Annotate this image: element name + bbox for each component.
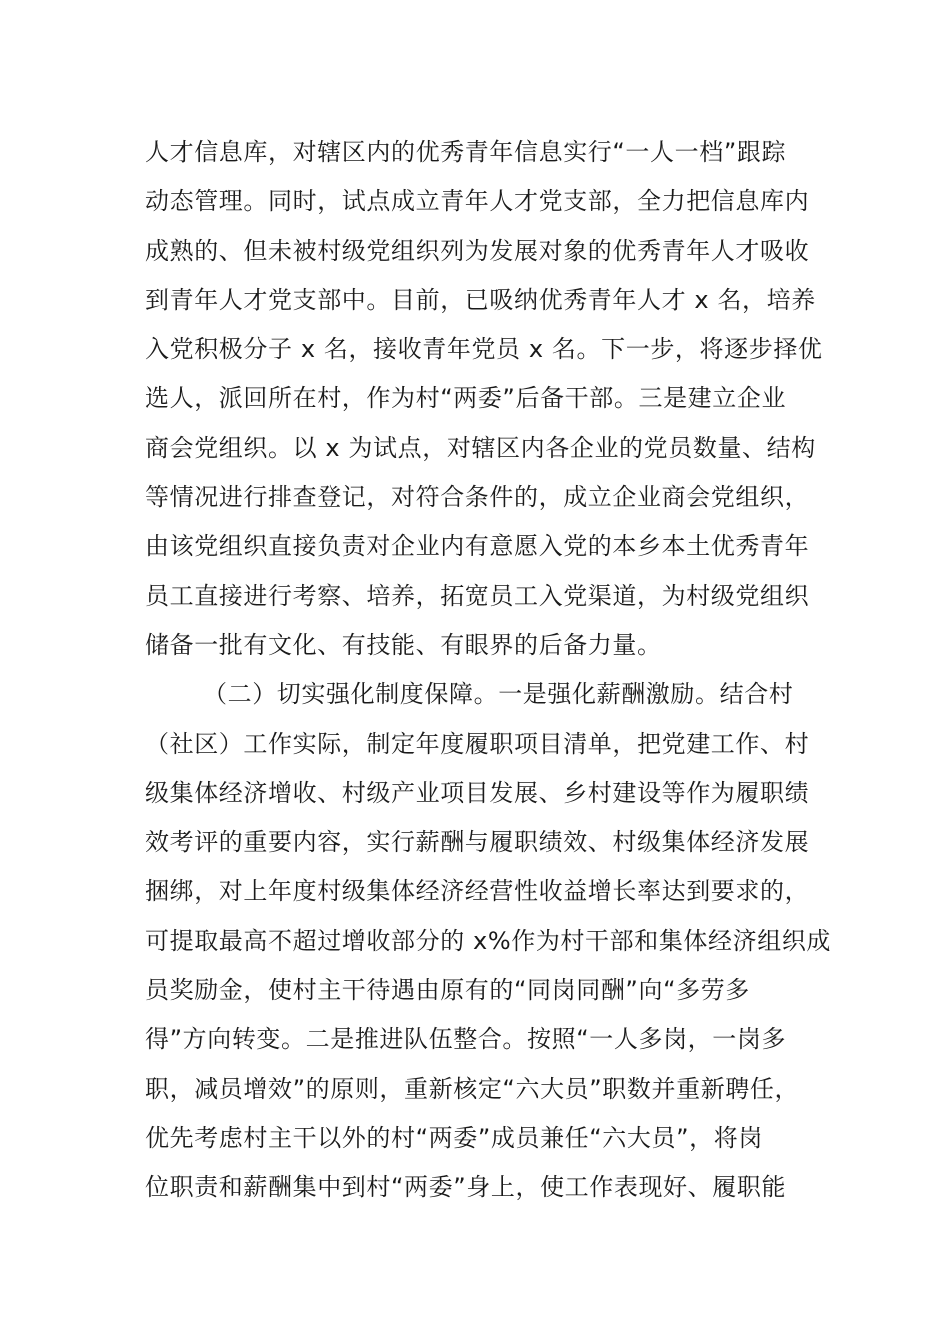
text-line: 商会党组织。以 x 为试点，对辖区内各企业的党员数量、结构 — [145, 433, 816, 462]
text-line: 员工直接进行考察、培养，拓宽员工入党渠道，为村级党组织 — [145, 581, 810, 610]
text-line: 由该党组织直接负责对企业内有意愿入党的本乡本土优秀青年 — [145, 532, 810, 561]
text-line: 可提取最高不超过增收部分的 x%作为村干部和集体经济组织成 — [145, 926, 832, 955]
text-line: 到青年人才党支部中。目前，已吸纳优秀青年人才 x 名，培养 — [145, 285, 816, 314]
text-line: 捆绑，对上年度村级集体经济经营性收益增长率达到要求的， — [145, 877, 810, 906]
text-line: （社区）工作实际，制定年度履职项目清单，把党建工作、村 — [145, 729, 810, 758]
text-line: 储备一批有文化、有技能、有眼界的后备力量。 — [145, 630, 662, 659]
text-line: 优先考虑村主干以外的村“两委”成员兼任“六大员”，将岗 — [145, 1123, 763, 1152]
text-line: 人才信息库，对辖区内的优秀青年信息实行“一人一档”跟踪 — [145, 138, 787, 166]
text-line: 员奖励金，使村主干待遇由原有的“同岗同酬”向“多劳多 — [145, 976, 750, 1005]
text-line: 等情况进行排查登记，对符合条件的，成立企业商会党组织， — [145, 483, 810, 512]
text-line: 效考评的重要内容，实行薪酬与履职绩效、村级集体经济发展 — [145, 828, 810, 857]
text-line: 职，减员增效”的原则，重新核定“六大员”职数并重新聘任， — [145, 1074, 800, 1103]
text-line: 动态管理。同时，试点成立青年人才党支部，全力把信息库内 — [145, 187, 810, 216]
text-line: 级集体经济增收、村级产业项目发展、乡村建设等作为履职绩 — [145, 778, 810, 807]
text-line: 选人，派回所在村，作为村“两委”后备干部。三是建立企业 — [145, 384, 787, 413]
section-heading-line: （二）切实强化制度保障。一是强化薪酬激励。结合村 — [203, 680, 794, 709]
text-line: 位职责和薪酬集中到村“两委”身上，使工作表现好、履职能 — [145, 1173, 787, 1202]
body-text — [145, 128, 832, 1213]
text-line: 得”方向转变。二是推进队伍整合。按照“一人多岗，一岗多 — [145, 1025, 787, 1054]
text-line: 入党积极分子 x 名，接收青年党员 x 名。下一步，将逐步择优 — [145, 335, 823, 364]
text-line: 成熟的、但未被村级党组织列为发展对象的优秀青年人才吸收 — [145, 236, 810, 265]
